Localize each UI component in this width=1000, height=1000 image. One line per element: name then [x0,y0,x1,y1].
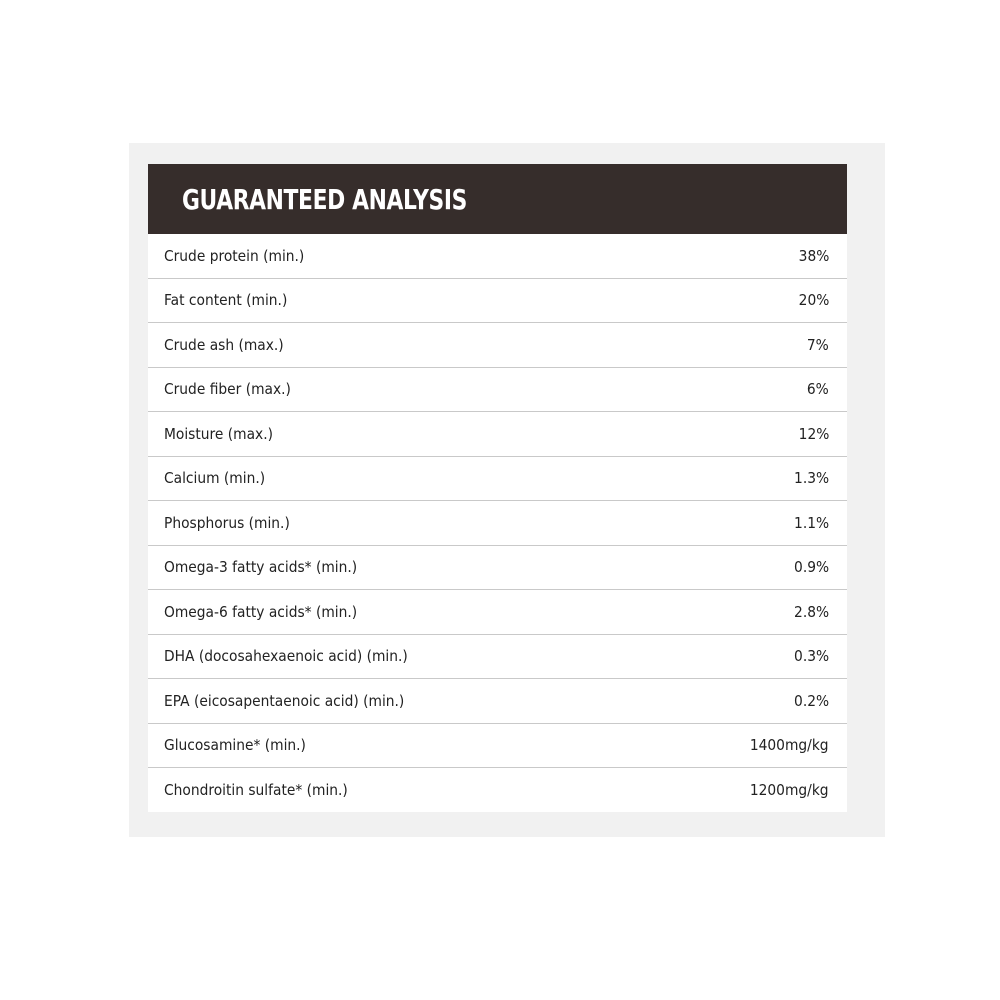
panel-title: GUARANTEED ANALYSIS [182,182,467,216]
table-row [148,412,847,457]
row-value: 1.1% [793,513,829,532]
row-label: Omega-6 fatty acids* (min.) [164,602,358,621]
panel-header [148,164,847,234]
table-row [148,323,847,368]
row-value: 1200mg/kg [750,781,829,800]
table-row [148,768,847,813]
row-label: Crude fiber (max.) [164,380,291,399]
analysis-table [148,234,847,813]
row-label: Phosphorus (min.) [164,513,290,532]
row-value: 20% [798,291,829,310]
row-label: Moisture (max.) [164,424,274,443]
row-label: Crude protein (min.) [164,246,305,265]
row-value: 38% [798,246,829,265]
table-row [148,546,847,591]
table-row [148,590,847,635]
row-value: 12% [798,424,829,443]
table-row [148,501,847,546]
row-value: 1.3% [793,469,829,488]
row-label: EPA (eicosapentaenoic acid) (min.) [164,691,405,710]
table-row [148,635,847,680]
table-row [148,279,847,324]
row-value: 7% [807,335,829,354]
row-label: Calcium (min.) [164,469,266,488]
row-value: 1400mg/kg [750,736,829,755]
table-row [148,679,847,724]
guaranteed-analysis-panel [148,164,847,812]
row-label: DHA (docosahexaenoic acid) (min.) [164,647,408,666]
row-label: Fat content (min.) [164,291,288,310]
row-value: 0.3% [793,647,829,666]
table-row [148,724,847,769]
row-value: 0.2% [793,691,829,710]
table-row [148,457,847,502]
table-row [148,368,847,413]
row-value: 0.9% [793,558,829,577]
table-row [148,234,847,279]
row-label: Glucosamine* (min.) [164,736,306,755]
row-label: Omega-3 fatty acids* (min.) [164,558,358,577]
row-label: Chondroitin sulfate* (min.) [164,781,348,800]
row-value: 6% [807,380,829,399]
row-value: 2.8% [793,602,829,621]
row-label: Crude ash (max.) [164,335,284,354]
